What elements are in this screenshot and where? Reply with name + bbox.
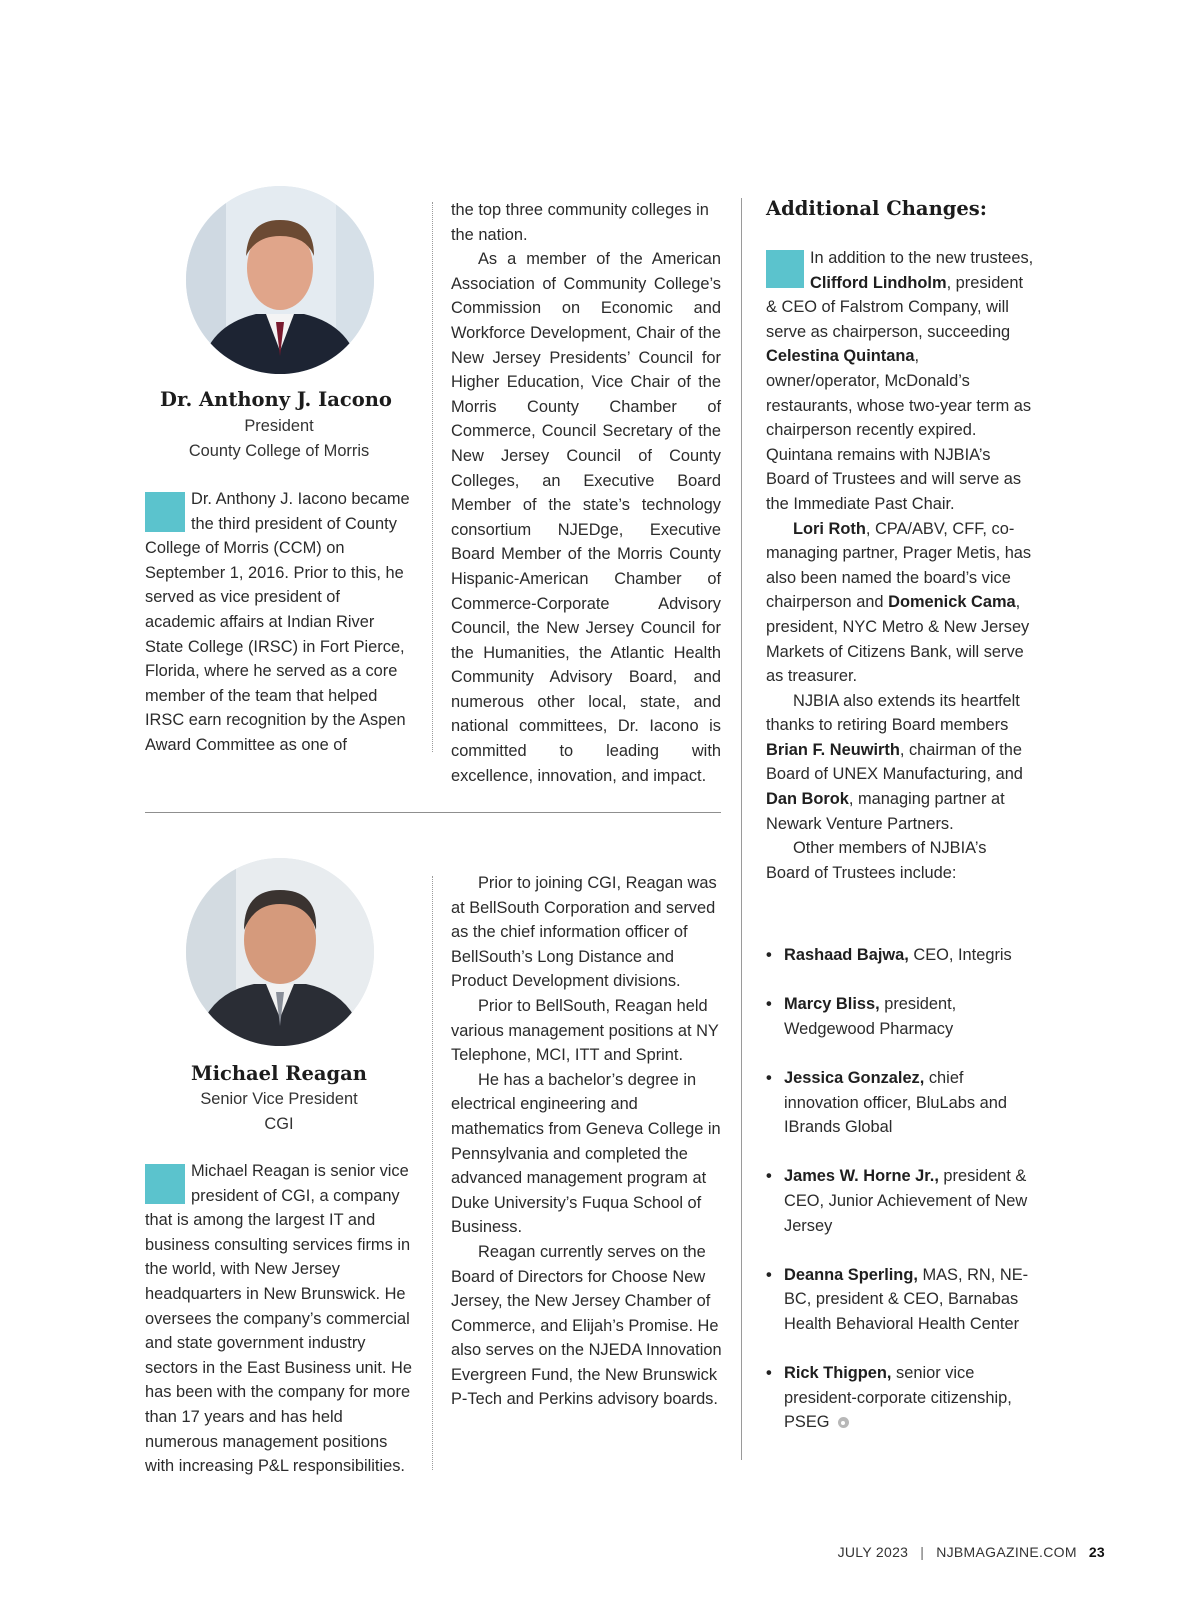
profile-name: Dr. Anthony J. Iacono — [160, 388, 392, 411]
person-name: James W. Horne Jr., — [784, 1167, 939, 1186]
profile-name: Michael Reagan — [191, 1062, 367, 1085]
person-name: Jessica Gonzalez, — [784, 1068, 925, 1087]
text-run: , chairman of the Board of UNEX Manufacturing, and — [766, 740, 1023, 784]
bio-paragraph: As a member of the American Association of Community College’s Commission on Economic and Workforce Development, Chair of the New Jersey Presidents’ Council for Higher Education, Vice Chair of the Morris County Chamber of Commerce, Council Secretary of the New Jersey Council of County Colleges, an Executive Board Member of the state’s technology consortium NJEDge, Executive Board Member of the Morris County Hispanic-American Chamber of Commerce-Corporate Advisory Council, the New Jersey Council for the Humanities, the Atlantic Health Community Advisory Board, and numerous other local, state, and national committees, Dr. Iacono is committed to leading with excellence, innovation, and impact. — [451, 250, 721, 785]
portrait-man-icon — [186, 858, 374, 1046]
profile-org: County College of Morris — [188, 442, 370, 460]
person-name: Rick Thigpen, — [784, 1364, 892, 1383]
profile-role: Senior Vice President — [200, 1090, 358, 1108]
bio-paragraph: Reagan currently serves on the Board of Directors for Choose New Jersey, the New Jersey Chamber of Commerce, and Elijah’s Promise. He also serves on the NJEDA Innovation Evergreen Fund, the New Brunswick P-Tech and Perkins advisory boards. — [451, 1242, 722, 1409]
sidebar-divider — [741, 198, 742, 1460]
page-number: 23 — [1088, 1544, 1105, 1560]
footer-separator: | — [920, 1544, 925, 1560]
list-item — [766, 1361, 1034, 1435]
reagan-bio-col1 — [145, 1159, 415, 1479]
iacono-bio-col2 — [451, 198, 721, 788]
text-run: president, Wedgewood Pharmacy — [784, 995, 957, 1038]
profile-role: President — [244, 417, 314, 435]
sidebar-body — [766, 246, 1034, 885]
person-name: Clifford Lindholm — [810, 273, 947, 292]
text-run: , president, NYC Metro & New Jersey Markets of Citizens Bank, will serve as treasurer. — [766, 593, 1030, 686]
text-run: CEO, Integris — [908, 946, 1012, 964]
column-divider — [432, 202, 433, 752]
person-name: Dan Borok — [766, 790, 849, 809]
issue-date: JULY 2023 — [837, 1544, 909, 1560]
text-run: , managing partner at Newark Venture Partners. — [766, 790, 1005, 833]
website: NJBMAGAZINE.COM — [936, 1544, 1077, 1560]
bio-paragraph: Prior to BellSouth, Reagan held various management positions at NY Telephone, MCI, ITT and Sprint. — [451, 996, 719, 1065]
column-divider — [432, 876, 433, 1470]
text-run: In addition to the new trustees, — [810, 249, 1034, 267]
sidebar-heading: Additional Changes: — [766, 197, 987, 220]
portrait-man-icon — [186, 186, 374, 374]
reagan-bio-col2 — [451, 871, 723, 1412]
person-name: Rashaad Bajwa, — [784, 946, 909, 964]
bio-paragraph: the top three community colleges in the nation. — [451, 201, 709, 244]
text-run: MAS, RN, NE-BC, president & CEO, Barnabas Health Behavioral Health Center — [784, 1265, 1029, 1333]
person-name: Domenick Cama — [888, 593, 1016, 612]
sidebar-paragraph — [766, 517, 1034, 689]
person-name: Brian F. Neuwirth — [766, 740, 900, 759]
sidebar-paragraph — [766, 246, 1034, 517]
person-name: Marcy Bliss, — [784, 995, 880, 1014]
section-divider — [145, 812, 721, 813]
text-run: , CPA/ABV, CFF, co-managing partner, Prager Metis, has also been named the board’s vice chairperson and — [766, 519, 1032, 612]
text-run: senior vice president-corporate citizenship, PSEG — [784, 1364, 1012, 1432]
list-item — [766, 1263, 1034, 1337]
text-run: chief innovation officer, BluLabs and IBrands Global — [784, 1068, 1007, 1137]
person-name: Celestina Quintana — [766, 347, 915, 366]
dropcap-square — [145, 492, 185, 532]
sidebar-paragraph: Other members of NJBIA’s Board of Trustees include: — [766, 839, 987, 882]
bio-text: Dr. Anthony J. Iacono became the third president of County College of Morris (CCM) on September 1, 2016. Prior to this, he served as vice president of academic affairs at Indian River State College (IRSC) in Fort Pierce, Florida, where he served as a core member of the team that helped IRSC earn recognition by the Aspen Award Committee as one of — [145, 490, 410, 754]
bio-paragraph: Prior to joining CGI, Reagan was at BellSouth Corporation and served as the chief information officer of BellSouth’s Long Distance and Product Development divisions. — [451, 874, 717, 991]
dropcap-square — [145, 1164, 185, 1204]
list-item — [766, 1066, 1034, 1140]
text-run: , president & CEO of Falstrom Company, will serve as chairperson, succeeding — [766, 273, 1024, 341]
profile-org: CGI — [264, 1115, 294, 1133]
list-item — [766, 943, 1034, 968]
sidebar-paragraph — [766, 689, 1034, 837]
text-run: , owner/operator, McDonald’s restaurants, whose two-year term as chairperson recently expired. Quintana remains with NJBIA’s Board of Trustees and will serve as the Immediate Past Chair. — [766, 347, 1032, 513]
person-name: Deanna Sperling, — [784, 1265, 918, 1284]
reagan-photo — [186, 858, 374, 1046]
dropcap-square — [766, 250, 804, 288]
bio-text: Michael Reagan is senior vice president of CGI, a company that is among the largest IT and business consulting services firms in the world, with New Jersey headquarters in New Brunswick. He oversees the company’s commercial and state government industry sectors in the East Business unit. He has been with the company for more than 17 years and has held numerous management positions with increasing P&L responsibilities. — [145, 1162, 412, 1476]
list-item — [766, 992, 1034, 1041]
text-run: president & CEO, Junior Achievement of New Jersey — [784, 1167, 1028, 1235]
trustee-list — [766, 943, 1034, 1459]
text-run: NJBIA also extends its heartfelt thanks to retiring Board members — [766, 691, 1020, 735]
iacono-bio-col1 — [145, 487, 412, 758]
page-footer — [838, 1544, 1105, 1560]
bio-paragraph: He has a bachelor’s degree in electrical engineering and mathematics from Geneva College in Pennsylvania and completed the advanced management program at Duke University’s Fuqua School of Business. — [451, 1070, 721, 1237]
list-item — [766, 1164, 1034, 1238]
iacono-photo — [186, 186, 374, 374]
person-name: Lori Roth — [793, 519, 866, 538]
end-mark-icon — [838, 1417, 849, 1428]
